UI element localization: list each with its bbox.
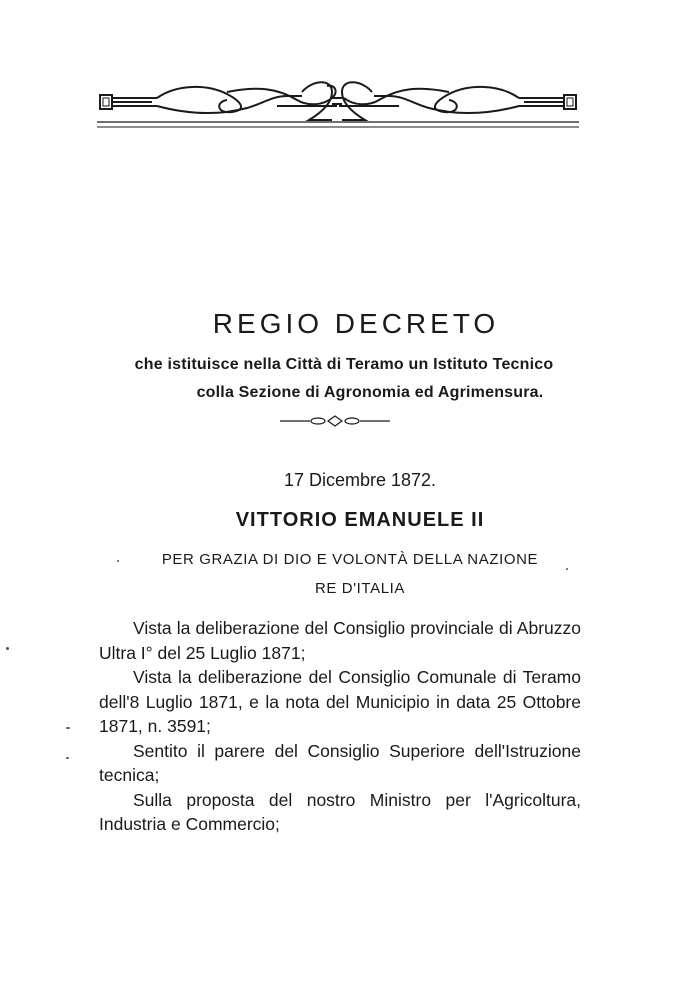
paragraph: Sulla proposta del nostro Ministro per l'Agricoltura, Industria e Commercio;	[99, 789, 581, 834]
king-name: VITTORIO EMANUELE II	[235, 509, 485, 531]
section-divider-ornament	[280, 414, 390, 428]
decree-subtitle-line2: colla Sezione di Agronomia ed Agrimensura.	[196, 384, 544, 401]
print-speck	[66, 757, 69, 759]
grace-formula: PER GRAZIA DI DIO E VOLONTÀ DELLA NAZIONE	[161, 551, 539, 568]
decree-subtitle-line1: che istituisce nella Città di Teramo un Istituto Tecnico	[134, 356, 554, 373]
paragraph: Vista la deliberazione del Consiglio provinciale di Abruzzo Ultra I° del 25 Luglio 1871;	[99, 618, 581, 663]
decree-body	[99, 616, 581, 837]
decree-date: 17 Dicembre 1872.	[283, 470, 437, 490]
print-speck	[66, 727, 70, 729]
paragraph: Vista la deliberazione del Consiglio Comunale di Teramo dell'8 Luglio 1871, e la nota del Municipio in data 25 Ottobre 1871, n. 3591;	[99, 667, 581, 736]
paragraph: Sentito il parere del Consiglio Superiore dell'Istruzione tecnica;	[99, 740, 581, 785]
king-title: RE D'ITALIA	[314, 580, 406, 597]
header-ornament	[97, 74, 579, 130]
decree-title: REGIO DECRETO	[212, 308, 500, 339]
print-speck	[117, 560, 119, 562]
print-speck	[566, 568, 568, 570]
print-speck	[6, 647, 9, 650]
